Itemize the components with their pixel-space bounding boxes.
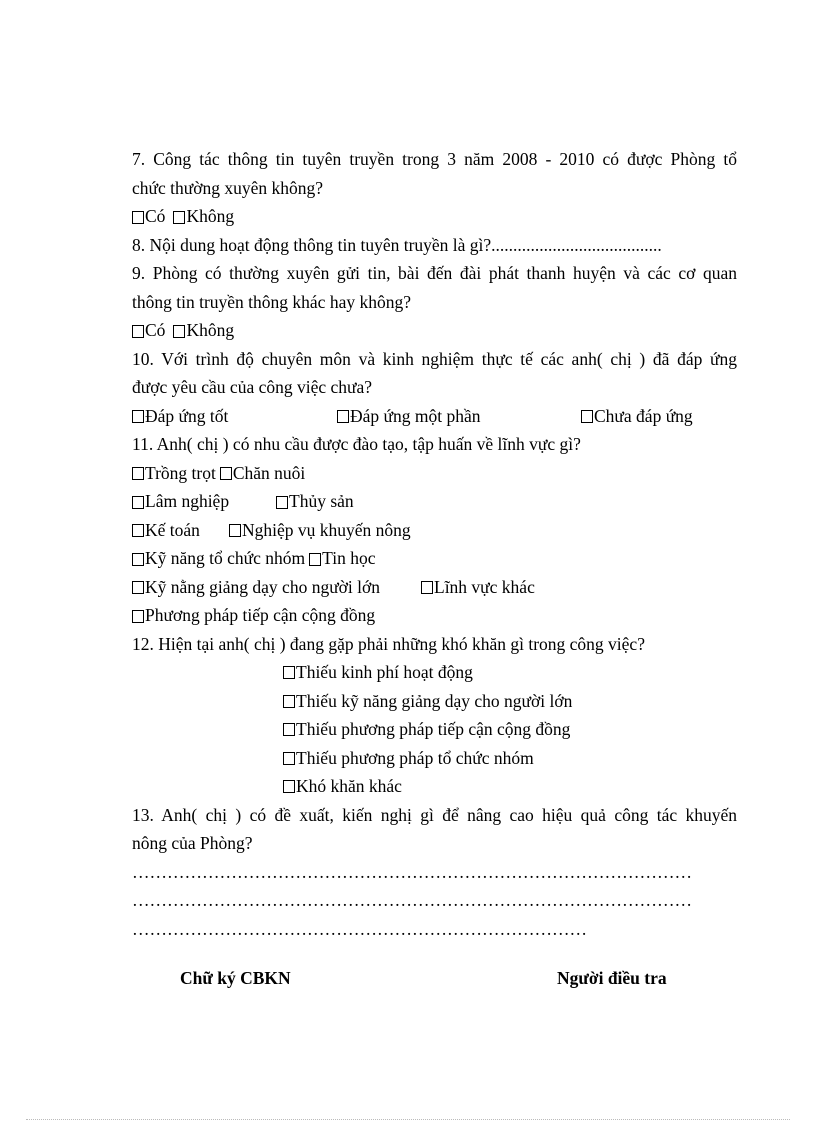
- option-ke-toan[interactable]: Kế toán: [132, 516, 229, 545]
- option-nghiep-vu-khuyen-nong[interactable]: Nghiệp vụ khuyến nông: [229, 516, 411, 545]
- question-12-option-1[interactable]: Thiếu kinh phí hoạt động: [132, 658, 737, 687]
- option-co[interactable]: Có: [132, 202, 165, 231]
- checkbox-icon[interactable]: [132, 581, 144, 594]
- option-khong[interactable]: Không: [173, 202, 234, 231]
- option-chan-nuoi[interactable]: Chăn nuôi: [220, 459, 305, 488]
- question-10-options: [132, 402, 737, 431]
- checkbox-icon[interactable]: [283, 752, 295, 765]
- question-13-line-1: 13. Anh( chị ) có đề xuất, kiến nghị gì để nâng cao hiệu quả công tác khuyến: [132, 804, 737, 825]
- question-7-line-1: 7. Công tác thông tin tuyên truyền trong 3 năm 2008 - 2010 có được Phòng tổ: [132, 149, 737, 169]
- checkbox-icon[interactable]: [132, 325, 144, 338]
- checkbox-icon[interactable]: [421, 581, 433, 594]
- page-bottom-divider: [26, 1119, 790, 1120]
- checkbox-icon[interactable]: [581, 410, 593, 423]
- question-9-line-2: thông tin truyền thông khác hay không?: [132, 291, 411, 312]
- survey-page: [132, 145, 737, 943]
- option-dap-ung-tot[interactable]: Đáp ứng tốt: [132, 402, 337, 431]
- question-13-line-2: nông của Phòng?: [132, 833, 253, 853]
- question-9-options: [132, 316, 737, 345]
- question-12-option-4[interactable]: Thiếu phương pháp tổ chức nhóm: [132, 744, 737, 773]
- question-12-option-3[interactable]: Thiếu phương pháp tiếp cận cộng đồng: [132, 715, 737, 744]
- question-8: 8. Nội dung hoạt động thông tin tuyên truyền là gì?.......................................: [132, 234, 662, 255]
- question-10-line-1: 10. Với trình độ chuyên môn và kinh nghiệm thực tế các anh( chị ) đã đáp ứng: [132, 348, 737, 369]
- checkbox-icon[interactable]: [220, 467, 232, 480]
- option-linh-vuc-khac[interactable]: Lĩnh vực khác: [421, 573, 535, 602]
- question-11-row-3: [132, 516, 737, 545]
- checkbox-icon[interactable]: [276, 496, 288, 509]
- answer-line[interactable]: ……………………………………………………………………………………: [132, 890, 692, 910]
- option-ky-nang-to-chuc-nhom[interactable]: Kỹ năng tổ chức nhóm: [132, 544, 305, 573]
- option-trong-trot[interactable]: Trồng trọt: [132, 459, 216, 488]
- answer-line[interactable]: ……………………………………………………………………………………: [132, 861, 692, 882]
- question-11-row-4: [132, 544, 737, 573]
- option-thuy-san[interactable]: Thủy sản: [276, 487, 354, 516]
- option-phuong-phap-tiep-can[interactable]: Phương pháp tiếp cận cộng đồng: [132, 601, 375, 630]
- checkbox-icon[interactable]: [173, 211, 185, 224]
- option-tin-hoc[interactable]: Tin học: [309, 544, 375, 573]
- checkbox-icon[interactable]: [337, 410, 349, 423]
- checkbox-icon[interactable]: [132, 553, 144, 566]
- checkbox-icon[interactable]: [173, 325, 185, 338]
- question-7-line-2: chức thường xuyên không?: [132, 177, 324, 198]
- option-chua-dap-ung[interactable]: Chưa đáp ứng: [581, 402, 693, 431]
- checkbox-icon[interactable]: [283, 780, 295, 793]
- checkbox-icon[interactable]: [309, 553, 321, 566]
- checkbox-icon[interactable]: [283, 666, 295, 679]
- option-khong[interactable]: Không: [173, 316, 234, 345]
- checkbox-icon[interactable]: [132, 467, 144, 480]
- question-12-option-5[interactable]: Khó khăn khác: [132, 772, 737, 801]
- question-11-row-6: [132, 601, 737, 630]
- question-11-row-2: [132, 487, 737, 516]
- question-7-options: [132, 202, 737, 231]
- checkbox-icon[interactable]: [132, 524, 144, 537]
- checkbox-icon[interactable]: [132, 211, 144, 224]
- signature-nguoi-dieu-tra: Người điều tra: [557, 968, 667, 988]
- checkbox-icon[interactable]: [132, 410, 144, 423]
- checkbox-icon[interactable]: [132, 610, 144, 623]
- checkbox-icon[interactable]: [229, 524, 241, 537]
- question-11-row-1: [132, 459, 737, 488]
- question-11-title: 11. Anh( chị ) có nhu cầu được đào tạo, tập huấn về lĩnh vực gì?: [132, 434, 581, 454]
- question-12-option-2[interactable]: Thiếu kỹ năng giảng dạy cho người lớn: [132, 687, 737, 716]
- option-ky-nang-giang-day[interactable]: Kỹ nằng giảng dạy cho người lớn: [132, 573, 421, 602]
- question-10-line-2: được yêu cầu của công việc chưa?: [132, 377, 373, 397]
- option-lam-nghiep[interactable]: Lâm nghiệp: [132, 487, 276, 516]
- option-co[interactable]: Có: [132, 316, 165, 345]
- question-12-title: 12. Hiện tại anh( chị ) đang gặp phải những khó khăn gì trong công việc?: [132, 633, 645, 654]
- answer-line[interactable]: ……………………………………………………………………: [132, 918, 587, 939]
- checkbox-icon[interactable]: [132, 496, 144, 509]
- checkbox-icon[interactable]: [283, 723, 295, 736]
- question-9-line-1: 9. Phòng có thường xuyên gửi tin, bài đến đài phát thanh huyện và các cơ quan: [132, 263, 737, 283]
- checkbox-icon[interactable]: [283, 695, 295, 708]
- option-dap-ung-mot-phan[interactable]: Đáp ứng một phần: [337, 402, 581, 431]
- question-11-row-5: [132, 573, 737, 602]
- signature-cbkn: Chữ ký CBKN: [180, 968, 291, 988]
